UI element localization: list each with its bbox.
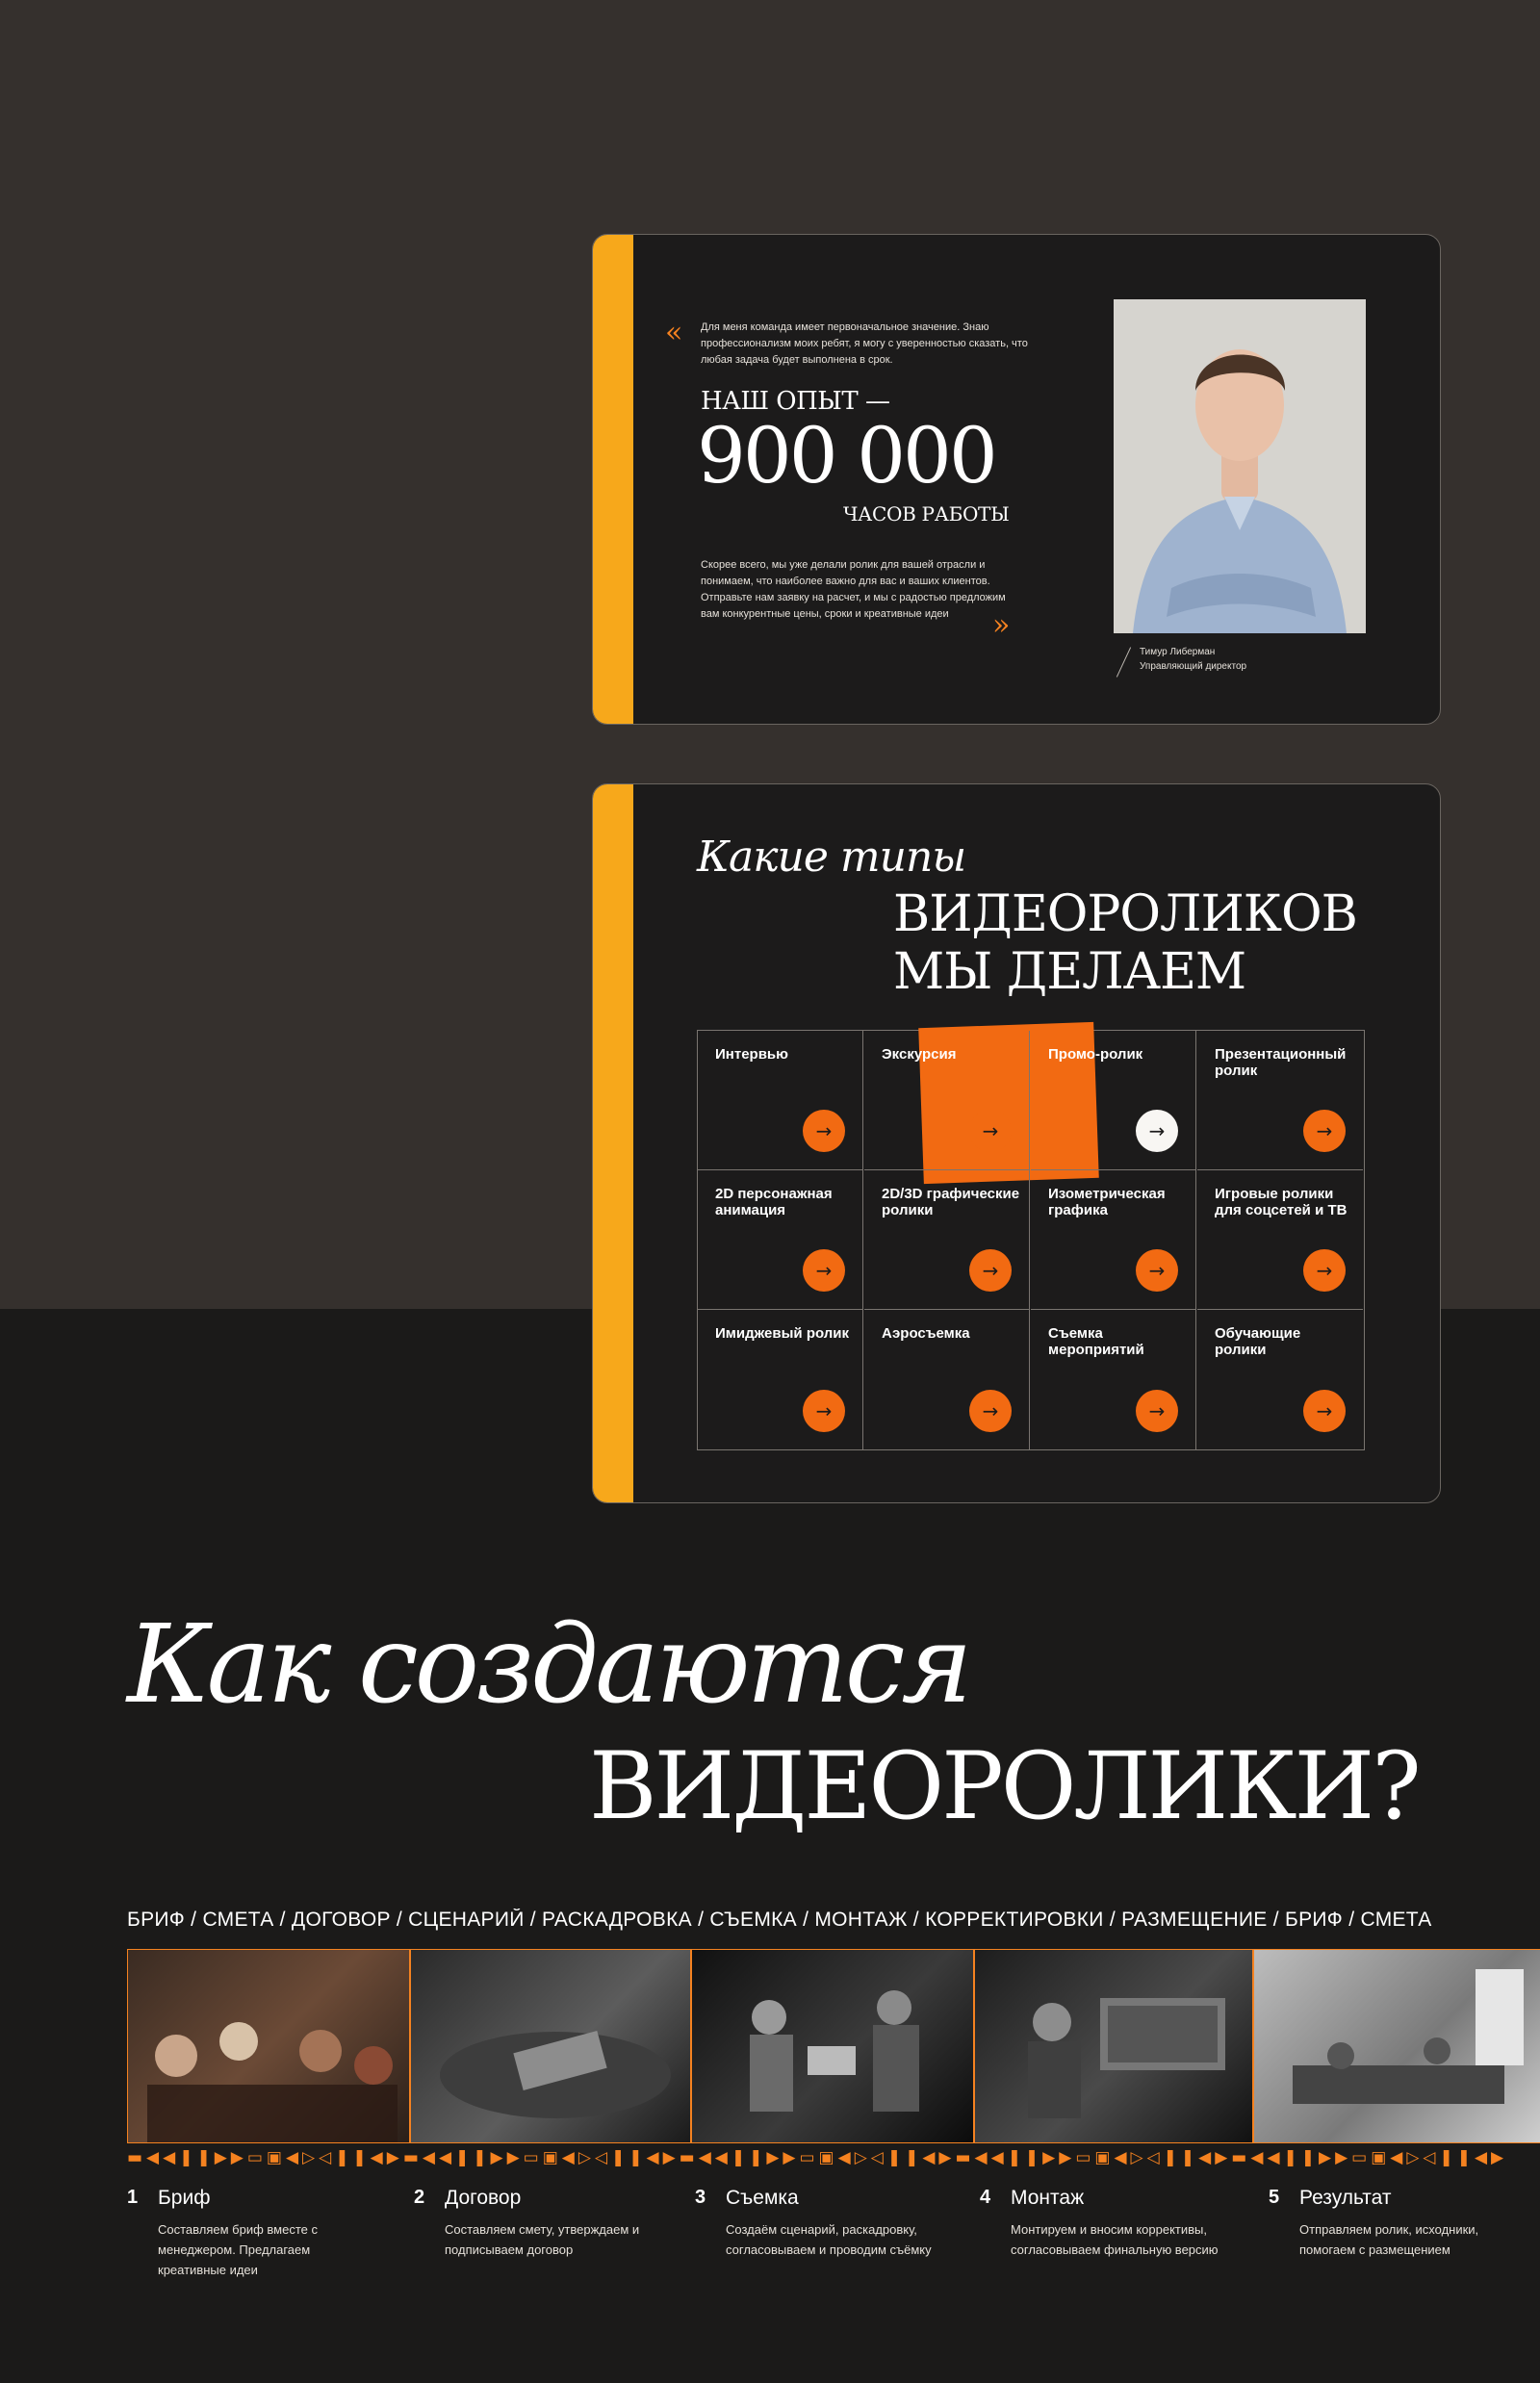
video-type-label: Изометрическая графика <box>1048 1186 1166 1218</box>
video-type-card[interactable] <box>1031 1031 1196 1170</box>
editing-scene-illustration <box>975 1950 1254 2142</box>
arrow-right-icon[interactable]: → <box>803 1390 845 1432</box>
arrow-right-icon[interactable]: → <box>803 1110 845 1152</box>
frame-editing <box>975 1950 1254 2142</box>
card-accent-stripe <box>593 784 633 1502</box>
person-name: Тимур Либерман <box>1140 647 1216 657</box>
step-title: Договор <box>445 2187 522 2209</box>
video-types-grid <box>697 1030 1365 1450</box>
process-title-italic: Как создаются <box>127 1602 969 1728</box>
video-type-card[interactable] <box>698 1170 863 1310</box>
video-type-label: Игровые ролики для соцсетей и ТВ <box>1215 1186 1348 1218</box>
director-photo <box>1114 299 1366 633</box>
video-types-card <box>592 783 1441 1503</box>
frame-result <box>1254 1950 1540 2142</box>
person-role: Управляющий директор <box>1140 661 1247 672</box>
arrow-right-icon[interactable]: → <box>969 1110 1012 1152</box>
contract-scene-illustration <box>411 1950 692 2142</box>
step-number: 2 <box>414 2187 425 2208</box>
step-title: Монтаж <box>1011 2187 1085 2209</box>
result-scene-illustration <box>1254 1950 1540 2142</box>
types-title-line2: ВИДЕОРОЛИКОВ <box>893 885 1357 943</box>
video-type-card[interactable] <box>864 1310 1030 1449</box>
arrow-right-icon[interactable]: → <box>969 1249 1012 1292</box>
types-title-italic: Какие типы <box>697 833 966 882</box>
video-type-card[interactable] <box>1197 1170 1363 1310</box>
step-title: Бриф <box>158 2187 211 2209</box>
video-type-label: 2D/3D графические ролики <box>882 1186 1020 1218</box>
player-controls-strip: ▬◀◀❚❚▶▶▭▣◀▷◁❚❚◀▶▬◀◀❚❚▶▶▭▣◀▷◁❚❚◀▶▬◀◀❚❚▶▶▭▣◀▷◁❚❚◀▶▬◀◀❚❚▶▶▭▣◀▷◁❚❚◀▶▬◀◀❚❚▶▶▭▣◀▷◁❚❚◀▶ <box>127 2148 1508 2167</box>
card-accent-stripe <box>593 235 633 724</box>
video-type-card[interactable] <box>1197 1310 1363 1449</box>
video-type-label: 2D персонажная анимация <box>715 1186 833 1218</box>
frame-brief <box>128 1950 411 2142</box>
quote-close-icon: » <box>992 608 1011 642</box>
hours-value: 900 000 <box>697 411 995 500</box>
step-number: 5 <box>1269 2187 1280 2208</box>
arrow-right-icon[interactable]: → <box>1136 1110 1178 1152</box>
arrow-right-icon[interactable]: → <box>1303 1390 1346 1432</box>
step-title: Результат <box>1299 2187 1392 2209</box>
video-type-card[interactable] <box>864 1170 1030 1310</box>
arrow-right-icon[interactable]: → <box>1303 1110 1346 1152</box>
step-description: Составляем смету, утверждаем и подписываем договор <box>445 2222 640 2257</box>
filmstrip <box>127 1949 1540 2143</box>
frame-shooting <box>692 1950 975 2142</box>
testimonial-card <box>592 234 1441 725</box>
video-type-label: Интервью <box>715 1046 788 1063</box>
step-title: Съемка <box>726 2187 799 2209</box>
video-type-label: Промо-ролик <box>1048 1046 1143 1063</box>
brief-scene-illustration <box>128 1950 411 2142</box>
video-type-card[interactable] <box>1031 1310 1196 1449</box>
arrow-right-icon[interactable]: → <box>803 1249 845 1292</box>
video-type-label: Обучающие ролики <box>1215 1325 1301 1358</box>
arrow-right-icon[interactable]: → <box>1136 1249 1178 1292</box>
arrow-right-icon[interactable]: → <box>1136 1390 1178 1432</box>
step-description: Создаём сценарий, раскадровку, согласовываем и проводим съёмку <box>726 2222 932 2257</box>
process-title-caps: ВИДЕОРОЛИКИ? <box>589 1732 1419 1840</box>
stages-marquee: БРИФ / СМЕТА / ДОГОВОР / СЦЕНАРИЙ / РАСКАДРОВКА / СЪЕМКА / МОНТАЖ / КОРРЕКТИРОВКИ / РАЗМЕЩЕНИЕ / БРИФ / СМЕТА <box>127 1909 1432 1931</box>
arrow-right-icon[interactable]: → <box>969 1390 1012 1432</box>
video-type-card[interactable] <box>1031 1170 1196 1310</box>
shooting-scene-illustration <box>692 1950 975 2142</box>
step-description: Составляем бриф вместе с менеджером. Предлагаем креативные идеи <box>158 2222 318 2277</box>
quote-bottom-text: Скорее всего, мы уже делали ролик для вашей отрасли и понимаем, что наиболее важно для вас и ваших клиентов. Отправьте нам заявку на расчет, и мы с радостью предложим вам конкурентные цены, сроки и креативные идеи <box>701 559 1006 620</box>
video-type-card[interactable] <box>864 1031 1030 1170</box>
step-number: 1 <box>127 2187 139 2208</box>
video-type-card[interactable] <box>698 1310 863 1449</box>
quote-open-icon: « <box>665 316 683 349</box>
experience-label: НАШ ОПЫТ — <box>701 387 890 416</box>
frame-contract <box>411 1950 692 2142</box>
person-illustration <box>1114 299 1366 633</box>
video-type-card[interactable] <box>1197 1031 1363 1170</box>
video-type-card[interactable] <box>698 1031 863 1170</box>
video-type-label: Съемка мероприятий <box>1048 1325 1144 1358</box>
video-type-label: Имиджевый ролик <box>715 1325 850 1342</box>
video-type-label: Экскурсия <box>882 1046 957 1063</box>
video-type-label: Презентационный ролик <box>1215 1046 1347 1079</box>
step-number: 3 <box>695 2187 706 2208</box>
step-description: Монтируем и вносим коррективы, согласовываем финальную версию <box>1011 2222 1219 2257</box>
arrow-right-icon[interactable]: → <box>1303 1249 1346 1292</box>
step-description: Отправляем ролик, исходники, помогаем с размещением <box>1299 2222 1479 2257</box>
step-number: 4 <box>980 2187 991 2208</box>
types-title-line3: МЫ ДЕЛАЕМ <box>893 943 1246 1001</box>
signature-line <box>1116 647 1131 677</box>
video-type-label: Аэросъемка <box>882 1325 970 1342</box>
quote-top-text: Для меня команда имеет первоначальное значение. Знаю профессионализм моих ребят, я могу с уверенностью сказать, что любая задача будет выполнена в срок. <box>701 321 1028 366</box>
hours-label: ЧАСОВ РАБОТЫ <box>843 502 1010 525</box>
